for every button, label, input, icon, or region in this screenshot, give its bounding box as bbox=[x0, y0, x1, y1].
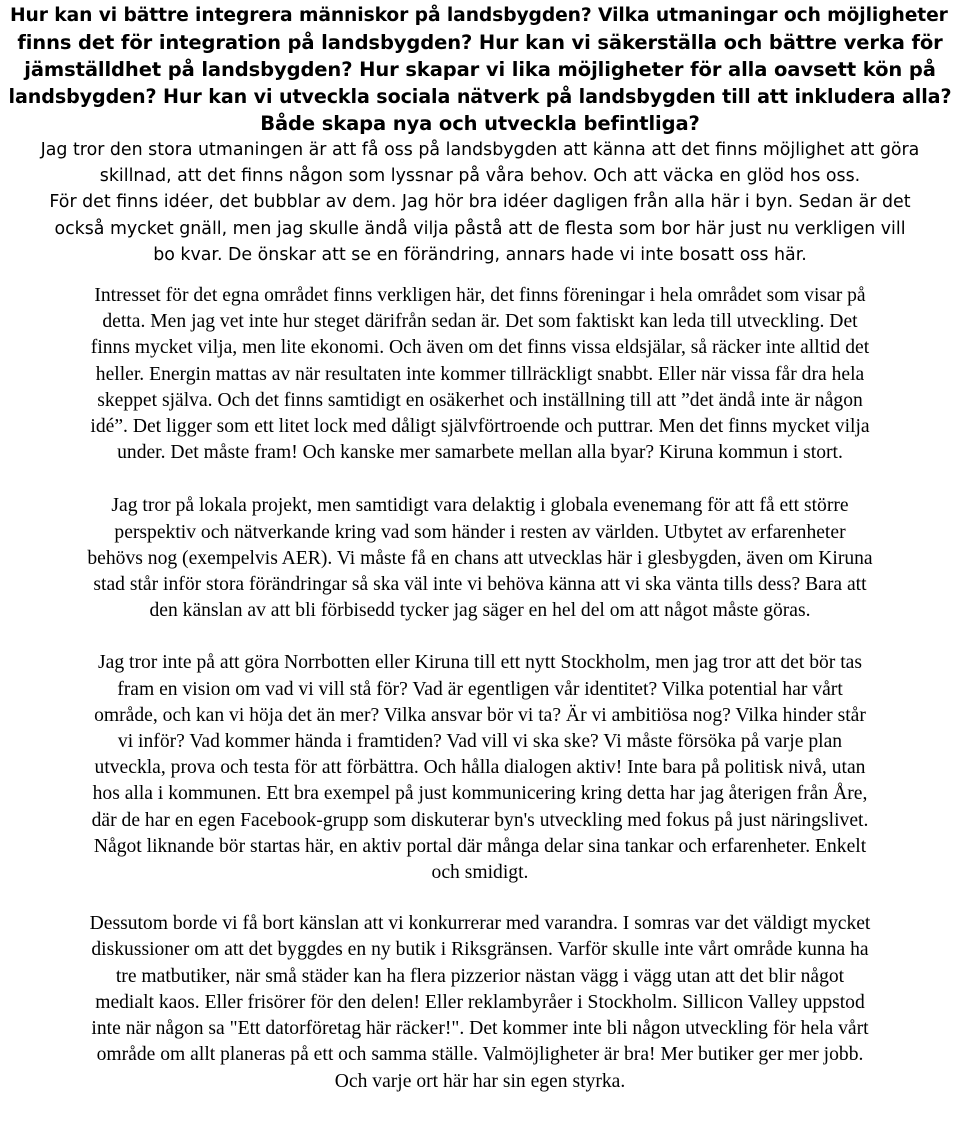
text-line: tre matbutiker, när små städer kan ha flera pizzerior nästan vägg i vägg utan att det blir något bbox=[115, 965, 845, 987]
text-line: den känslan av att bli förbisedd tycker jag säger en hel del om att något måste göras. bbox=[149, 600, 811, 622]
heading-line: Både skapa nya och utveckla befintliga? bbox=[260, 112, 700, 135]
text-line: utveckla, prova och testa för att förbättra. Och hålla dialogen aktiv! Inte bara på politisk nivå, utan bbox=[94, 757, 866, 779]
intro-paragraph bbox=[6, 137, 954, 268]
text-line: område om allt planeras på ett och samma ställe. Valmöjligheter är bra! Mer butiker ger mer jobb. bbox=[96, 1044, 864, 1066]
text-line: heller. Energin mattas av när resultaten inte kommer tillräckligt snabbt. Eller när vissa får dra hela bbox=[95, 363, 865, 385]
text-line: Intresset för det egna området finns verkligen här, det finns föreningar i hela området som visar på bbox=[94, 285, 866, 307]
text-line: också mycket gnäll, men jag skulle ändå vilja påstå att de flesta som bor här just nu verkligen vill bbox=[54, 218, 906, 239]
heading-line: landsbygden? Hur kan vi utveckla sociala nätverk på landsbygden till att inkludera alla? bbox=[8, 85, 952, 108]
heading-line: finns det för integration på landsbygden? Hur kan vi säkerställa och bättre verka för bbox=[17, 31, 943, 54]
heading-questions bbox=[6, 2, 954, 137]
text-line: hos alla i kommunen. Ett bra exempel på just kommunicering kring detta har jag återigen från Åre, bbox=[92, 783, 868, 805]
paragraph-5 bbox=[6, 911, 954, 1094]
text-line: Dessutom borde vi få bort känslan att vi konkurrerar med varandra. I somras var det väldigt mycket bbox=[89, 913, 871, 935]
paragraph-4 bbox=[6, 650, 954, 886]
text-line: medialt kaos. Eller frisörer för den delen! Eller reklambyråer i Stockholm. Sillicon Valley uppstod bbox=[95, 991, 865, 1013]
text-line: Och varje ort här har sin egen styrka. bbox=[334, 1070, 626, 1092]
text-line: område, och kan vi höja det än mer? Vilka ansvar bör vi ta? Är vi ambitiösa nog? Vilka hinder står bbox=[94, 704, 866, 726]
text-line: perspektiv och nätverkande kring vad som händer i resten av världen. Utbytet av erfarenheter bbox=[114, 521, 846, 543]
paragraph-3 bbox=[6, 493, 954, 624]
text-line: behövs nog (exempelvis AER). Vi måste få en chans att utvecklas här i glesbygden, även om Kiruna bbox=[87, 547, 873, 569]
text-line: skeppet själva. Och det finns samtidigt en osäkerhet och inställning till att ”det ändå inte är någon bbox=[97, 389, 863, 411]
heading-line: Hur kan vi bättre integrera människor på landsbygden? Vilka utmaningar och möjligheter bbox=[10, 5, 948, 26]
text-line: inte när någon sa "Ett datorföretag här räcker!". Det kommer inte bli någon utveckling för hela vårt bbox=[91, 1018, 869, 1040]
text-line: stad står inför stora förändringar så ska väl inte vi behöva känna att vi ska vänta tills dess? Bara att bbox=[93, 574, 867, 596]
text-line: fram en vision om vad vi vill stå för? Vad är egentligen vår identitet? Vilka potential har vårt bbox=[117, 678, 843, 700]
text-line: finns mycket vilja, men lite ekonomi. Och även om det finns vissa eldsjälar, så räcker inte alltid det bbox=[90, 337, 870, 359]
text-line: För det finns idéer, det bubblar av dem. Jag hör bra idéer dagligen från alla här i byn. Sedan är det bbox=[49, 192, 911, 213]
text-line: detta. Men jag vet inte hur steget därifrån sedan är. Det som faktiskt kan leda till utveckling. Det bbox=[102, 311, 858, 333]
text-line: bo kvar. De önskar att se en förändring, annars hade vi inte bosatt oss här. bbox=[153, 244, 807, 265]
text-line: skillnad, att det finns någon som lyssnar på våra behov. Och att väcka en glöd hos oss. bbox=[99, 166, 861, 187]
text-line: Något liknande bör startas här, en aktiv portal där många delar sina tankar och erfarenheter. Enkelt bbox=[93, 835, 867, 857]
text-line: där de har en egen Facebook-grupp som diskuterar byn's utveckling med fokus på just näringslivet. bbox=[91, 809, 869, 831]
text-line: Jag tror inte på att göra Norrbotten eller Kiruna till ett nytt Stockholm, men jag tror att det bör tas bbox=[98, 652, 862, 674]
text-line: Jag tror den stora utmaningen är att få oss på landsbygden att känna att det finns möjlighet att göra bbox=[40, 140, 920, 160]
text-line: Jag tror på lokala projekt, men samtidigt vara delaktig i globala evenemang för att få ett större bbox=[111, 495, 849, 517]
paragraph-2 bbox=[6, 283, 954, 466]
text-line: diskussioner om att det byggdes en ny butik i Riksgränsen. Varför skulle inte vårt område kunna ha bbox=[91, 939, 869, 961]
text-line: idé”. Det ligger som ett litet lock med dåligt självförtroende och puttrar. Men det finns mycket vilja bbox=[90, 416, 870, 438]
text-line: och smidigt. bbox=[431, 862, 529, 884]
text-line: under. Det måste fram! Och kanske mer samarbete mellan alla byar? Kiruna kommun i stort. bbox=[117, 442, 843, 464]
text-line: vi inför? Vad kommer hända i framtiden? Vad vill vi ska ske? Vi måste försöka på varje plan bbox=[117, 731, 843, 753]
heading-line: jämställdhet på landsbygden? Hur skapar vi lika möjligheter för alla oavsett kön på bbox=[24, 58, 936, 81]
